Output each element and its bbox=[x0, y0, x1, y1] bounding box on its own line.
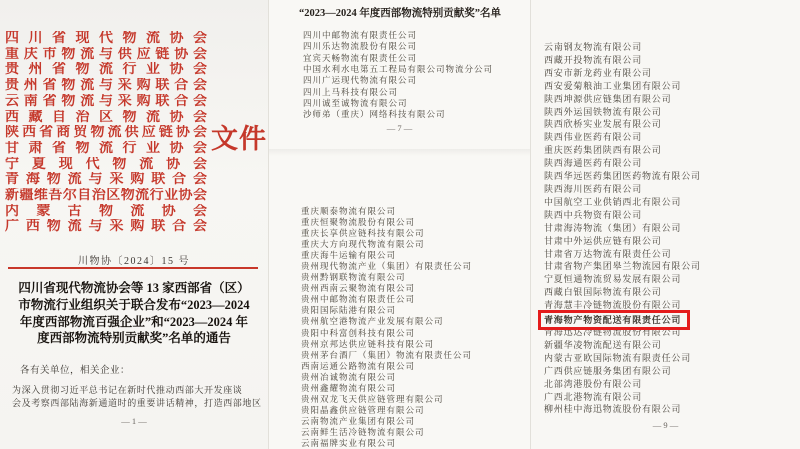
company-name: 重庆顺泰物流有限公司 bbox=[301, 206, 397, 216]
award-list-page-right bbox=[530, 0, 800, 449]
association-name: 贵州省物流与采购联合会 bbox=[5, 78, 207, 94]
company-name: 云南物流产业集团有限公司 bbox=[301, 415, 416, 426]
company-name: 新疆华凌物流配送有限公司 bbox=[544, 339, 662, 350]
company-name: 贵州中邮物流有限责任公司 bbox=[301, 294, 416, 305]
company-name: 陕西华远医药集团医药物流有限公司 bbox=[544, 171, 701, 182]
award-list-title: “2023—2024 年度西部物流特别贡献奖”名单 bbox=[298, 8, 502, 19]
company-name: 广西供应链服务集团有限公司 bbox=[544, 365, 672, 376]
notice-title-line: 市物流行业组织关于联合发布“2023—2024 bbox=[18, 297, 250, 312]
page-number-7: — 7 — bbox=[386, 123, 413, 133]
notice-title-line: 年度西部物流百强企业”和“2023—2024 年 bbox=[19, 314, 249, 329]
page-seam bbox=[269, 149, 530, 156]
association-name: 重庆市物流与供应链协会 bbox=[5, 46, 207, 62]
association-name: 云南省物流与采购联合会 bbox=[5, 93, 207, 109]
notice-body-line: 会及考察西部陆海新通道时的重要讲话精神，打造西部地区 bbox=[12, 398, 262, 408]
company-name: 陕西海通医药有限公司 bbox=[544, 158, 643, 169]
company-name: 四川诚至诚物流有限公司 bbox=[303, 98, 408, 109]
page-number-1: — 1 — bbox=[121, 416, 147, 426]
company-name: 贵州航空港物流产业发展有限公司 bbox=[301, 316, 444, 327]
company-name: 四川上马科技有限公司 bbox=[303, 86, 399, 97]
company-name: 贵州茅台酒厂（集团）物流有限责任公司 bbox=[301, 349, 473, 360]
company-name: 宁夏恒通物流贸易发展有限公司 bbox=[544, 274, 682, 285]
company-list-page7 bbox=[303, 30, 493, 121]
association-name: 内蒙古物流协会 bbox=[5, 203, 207, 219]
association-name: 陕西省商贸物流供应链协会 bbox=[5, 125, 207, 141]
company-list-page8 bbox=[301, 206, 472, 449]
association-name: 西藏自治区物流协会 bbox=[5, 109, 207, 125]
company-name: 贵州现代物流产业（集团）有限责任公司 bbox=[301, 261, 473, 272]
company-name: 广西北港物流有限公司 bbox=[544, 391, 643, 402]
page-number-9: — 9 — bbox=[652, 420, 679, 430]
company-name: 云南福牌实业有限公司 bbox=[301, 437, 397, 448]
company-name: 贵州鑫耀物流有限公司 bbox=[301, 382, 397, 393]
company-name: 西南运通公路物流有限公司 bbox=[301, 360, 416, 371]
association-name: 宁夏现代物流协会 bbox=[5, 156, 207, 172]
association-name: 贵州省物流行业协会 bbox=[5, 62, 207, 78]
document-number: 川物协〔2024〕15 号 bbox=[78, 256, 190, 267]
company-name: 贵州双龙飞天供应链管理有限公司 bbox=[301, 393, 444, 404]
company-list-page9-bottom bbox=[544, 326, 691, 416]
wenjian-label: 文件 bbox=[211, 124, 267, 154]
company-name: 甘肃海涛物流（集团）有限公司 bbox=[544, 222, 682, 233]
association-name: 广西物流与采购联合会 bbox=[5, 219, 207, 235]
company-name: 重庆恒聚物流股份有限公司 bbox=[301, 217, 416, 228]
company-name: 西藏开投物流有限公司 bbox=[544, 54, 643, 65]
company-name: 陕西中兵物资有限公司 bbox=[544, 209, 643, 220]
company-name: 中国水利水电第五工程局有限公司物流分公司 bbox=[303, 64, 494, 75]
association-name: 青海物流与采购联合会 bbox=[5, 172, 207, 188]
company-name: 贵州京邦达供应链科技有限公司 bbox=[301, 338, 435, 349]
red-highlight-box: 青海物产物资配送有限责任公司 bbox=[538, 310, 690, 330]
company-name: 沙师弟（重庆）网络科技有限公司 bbox=[303, 109, 446, 120]
company-name: 贵州黔钢联物流有限公司 bbox=[301, 272, 406, 283]
company-name: 贵阳中科富创科技有限公司 bbox=[301, 327, 416, 338]
association-name: 甘肃省物流行业协会 bbox=[5, 140, 207, 156]
association-name: 四川省现代物流协会 bbox=[5, 31, 207, 46]
company-name: 青海慧丰冷链物流股份有限公司 bbox=[544, 300, 682, 311]
company-name: 青海迅达冷链物流股份有限公司 bbox=[544, 327, 682, 337]
company-name: 贵州西南云聚物流有限公司 bbox=[301, 283, 416, 294]
company-name: 中国航空工业供销西北有限公司 bbox=[544, 196, 682, 207]
company-name: 云南鲜生活冷链物流有限公司 bbox=[301, 426, 425, 437]
company-name: 重庆长享供应链科技有限公司 bbox=[301, 228, 425, 239]
company-name: 甘肃省物产集团皋兰物流园有限公司 bbox=[544, 261, 701, 272]
company-name: 重庆海牛运输有限公司 bbox=[301, 250, 397, 261]
company-name: 四川中邮物流有限责任公司 bbox=[303, 30, 418, 40]
company-name: 贵阳国际陆港有限公司 bbox=[301, 305, 397, 316]
notice-title-line: 度西部物流特别贡献奖”名单的通告 bbox=[37, 331, 231, 346]
award-list-page-middle bbox=[268, 0, 530, 449]
notice-title bbox=[8, 280, 260, 347]
company-name: 云南钢友物流有限公司 bbox=[544, 42, 643, 52]
company-name: 重庆医药集团陕西有限公司 bbox=[544, 145, 662, 156]
red-divider-rule bbox=[8, 267, 258, 269]
association-name: 新疆维吾尔自治区物流行业协会 bbox=[5, 188, 207, 204]
company-name: 贵州冶诚物流有限公司 bbox=[301, 371, 397, 382]
company-name: 西安市新龙药业有限公司 bbox=[544, 67, 652, 78]
company-name: 重庆大方向现代物流有限公司 bbox=[301, 239, 425, 250]
company-name: 西藏白银国际物流有限公司 bbox=[544, 287, 662, 298]
notice-title-line: 四川省现代物流协会等 13 家西部省（区） bbox=[18, 281, 250, 295]
company-name: 陕西坤源供应链集团有限公司 bbox=[544, 93, 672, 104]
notice-body bbox=[12, 384, 260, 410]
company-name: 西安爱菊粮油工业集团有限公司 bbox=[544, 80, 682, 91]
company-name: 北部湾港股份有限公司 bbox=[544, 378, 643, 389]
company-name: 内蒙古亚欧国际物流有限责任公司 bbox=[544, 352, 692, 363]
company-list-page9-top bbox=[544, 41, 701, 312]
company-name: 宜宾天畅物流有限责任公司 bbox=[303, 52, 418, 63]
notice-cover-page bbox=[0, 0, 268, 449]
association-name-list bbox=[5, 31, 207, 235]
notice-body-line: 为深入贯彻习近平总书记在新时代推动西部大开发座谈 bbox=[12, 385, 243, 395]
company-name: 陕西外运国铁物流有限公司 bbox=[544, 106, 662, 117]
highlighted-company-row bbox=[538, 310, 690, 330]
company-name: 贵阳晶鑫供应链管理有限公司 bbox=[301, 404, 425, 415]
company-name: 陕西海川医药有限公司 bbox=[544, 183, 643, 194]
company-name: 陕西伟业医药有限公司 bbox=[544, 132, 643, 143]
company-name: 四川广运现代物流有限公司 bbox=[303, 75, 418, 86]
company-name: 柳州桂中海迅物流股份有限公司 bbox=[544, 404, 682, 415]
salutation-text: 各有关单位，相关企业： bbox=[20, 366, 131, 376]
company-name: 四川乐达物流股份有限公司 bbox=[303, 41, 418, 52]
company-name: 甘肃省万达物流有限责任公司 bbox=[544, 248, 672, 259]
company-name: 甘肃中外运供应链有限公司 bbox=[544, 235, 662, 246]
company-name: 陕西欣桥实业发展有限公司 bbox=[544, 119, 662, 130]
